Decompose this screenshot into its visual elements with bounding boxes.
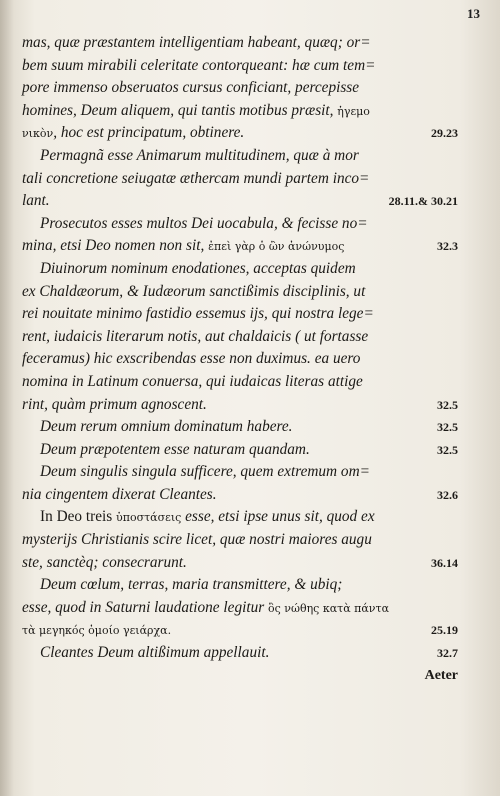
text-segment: bem suum mirabili celeritate contorqueant: hæ cum tem= bbox=[22, 56, 376, 74]
page-reference: 36.14 bbox=[431, 555, 458, 570]
greek-text: νικὸν bbox=[22, 127, 54, 141]
text-line bbox=[22, 574, 458, 597]
text-line bbox=[22, 258, 458, 281]
text-segment: homines, Deum aliquem, qui tantis motibus præsit, bbox=[22, 101, 338, 119]
text-line bbox=[22, 100, 458, 123]
page-reference: 32.5 bbox=[437, 397, 458, 412]
greek-text: ἡγεμο bbox=[337, 104, 370, 118]
text-segment: , hoc est principatum, obtinere. bbox=[53, 124, 245, 142]
text-segment: In Deo treis bbox=[40, 508, 117, 526]
text-segment: ste, sanctèq; consecrarunt. bbox=[22, 553, 187, 571]
text-segment: Cleantes Deum altißimum appellauit. bbox=[40, 644, 270, 662]
page-reference: 29.23 bbox=[431, 126, 458, 141]
page-number: 13 bbox=[467, 6, 480, 21]
text-line bbox=[22, 235, 458, 258]
text-line bbox=[22, 303, 458, 326]
page-reference: 32.6 bbox=[437, 487, 458, 502]
text-segment: esse, etsi ipse unus sit, quod ex bbox=[181, 508, 375, 526]
text-line bbox=[22, 213, 458, 236]
text-segment: Diuinorum nominum enodationes, acceptas quidem bbox=[40, 259, 356, 277]
page-reference: 32.5 bbox=[437, 442, 458, 457]
text-segment: ex Chaldæorum, & Iudæorum sanctißimis disciplinis, ut bbox=[22, 282, 366, 300]
text-line bbox=[22, 77, 458, 100]
text-line bbox=[22, 597, 458, 620]
text-line bbox=[22, 348, 458, 371]
text-segment: Deum cœlum, terras, maria transmittere, & ubiq; bbox=[40, 576, 343, 594]
page-reference: 28.11.& 30.21 bbox=[388, 194, 458, 209]
text-line bbox=[22, 642, 458, 665]
text-segment: mysterijs Christianis scire licet, quæ nostri maiores augu bbox=[22, 531, 372, 549]
text-segment: nia cingentem dixerat Cleantes. bbox=[22, 485, 217, 503]
text-line bbox=[22, 484, 458, 507]
catchword: Aeter bbox=[424, 667, 458, 683]
text-segment: rei nouitate minimo fastidio essemus ijs, qui nostra lege= bbox=[22, 305, 374, 323]
text-line bbox=[22, 439, 458, 462]
text-segment: rint, quàm primum agnoscent. bbox=[22, 395, 207, 413]
greek-text: ὑποστάσεις bbox=[116, 511, 182, 525]
text-line bbox=[22, 552, 458, 575]
text-line bbox=[22, 619, 458, 642]
text-segment: Deum rerum omnium dominatum habere. bbox=[40, 418, 293, 436]
text-segment: lant. bbox=[22, 192, 50, 210]
page-reference: 32.3 bbox=[437, 239, 458, 254]
text-line bbox=[22, 55, 458, 78]
text-line bbox=[22, 371, 458, 394]
text-line bbox=[22, 506, 458, 529]
text-line bbox=[22, 665, 458, 688]
text-segment: Prosecutos esses multos Dei uocabula, & fecisse no= bbox=[40, 214, 368, 232]
text-line bbox=[22, 529, 458, 552]
text-segment: feceramus) hic exscribendas esse non duximus. ea uero bbox=[22, 350, 361, 368]
text-segment: esse, quod in Saturni laudatione legitur bbox=[22, 598, 269, 616]
text-line bbox=[22, 145, 458, 168]
page-reference: 25.19 bbox=[431, 623, 458, 638]
text-line bbox=[22, 190, 458, 213]
page-reference: 32.7 bbox=[437, 646, 458, 661]
greek-text: ὃς νώθης κατὰ πάντα bbox=[268, 601, 389, 615]
text-segment: nomina in Latinum conuersa, qui iudaicas literas attige bbox=[22, 372, 363, 390]
text-segment: tali concretione seiugatæ æthercam mundi partem inco= bbox=[22, 169, 370, 187]
text-segment: pore immenso obseruatos cursus conficiant, percepisse bbox=[22, 79, 360, 97]
text-segment: Permagnã esse Animarum multitudinem, quæ à mor bbox=[40, 146, 359, 164]
text-line bbox=[22, 416, 458, 439]
greek-text: τὰ μεγηκός ὁμοίο γειάρχα. bbox=[22, 624, 172, 638]
text-line bbox=[22, 32, 458, 55]
text-segment: mas, quæ præstantem intelligentiam habeant, quæq; or= bbox=[22, 34, 371, 51]
text-segment: rent, iudaicis literarum notis, aut chaldaicis ( ut fortasse bbox=[22, 327, 369, 345]
text-segment: Deum singulis singula sufficere, quem extremum om= bbox=[40, 463, 370, 481]
greek-text: ἐπεὶ γὰρ ὁ ὢν ἀνώνυμος bbox=[208, 240, 345, 254]
page-reference: 32.5 bbox=[437, 420, 458, 435]
index-text-block bbox=[22, 32, 458, 687]
text-line bbox=[22, 281, 458, 304]
text-line bbox=[22, 168, 458, 191]
text-line bbox=[22, 394, 458, 417]
text-segment: Deum præpotentem esse naturam quandam. bbox=[40, 440, 310, 458]
text-line bbox=[22, 326, 458, 349]
text-line bbox=[22, 461, 458, 484]
text-segment: mina, etsi Deo nomen non sit, bbox=[22, 237, 209, 255]
text-line bbox=[22, 122, 458, 145]
